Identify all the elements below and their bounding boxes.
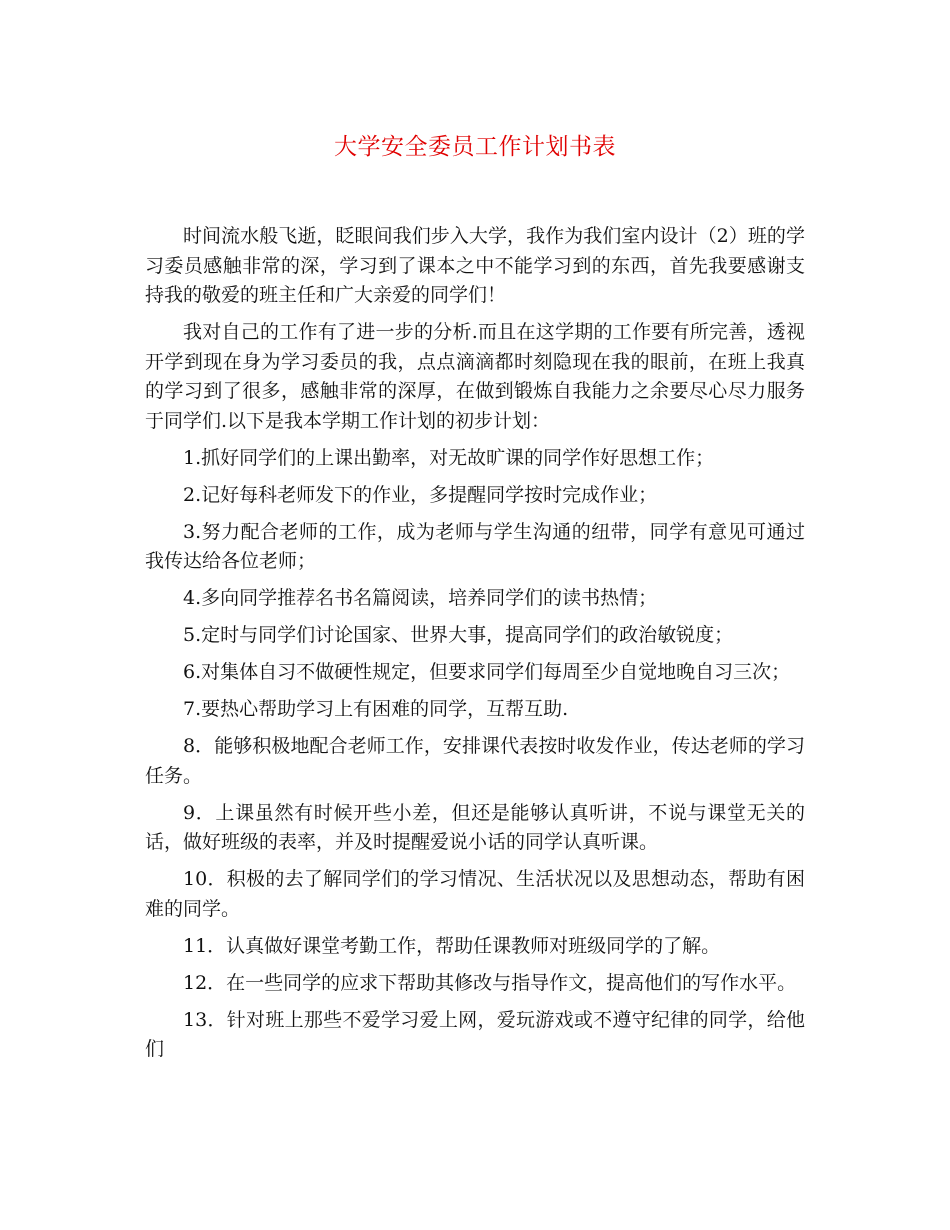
plan-item-5: 5.定时与同学们讨论国家、世界大事，提高同学们的政治敏锐度； — [183, 624, 734, 646]
plan-item-12: 12．在一些同学的应求下帮助其修改与指导作文，提高他们的写作水平。 — [183, 971, 797, 994]
plan-item-9: 9．上课虽然有时候开些小差，但还是能够认真听讲，不说与课堂无关的话，做好班级的表率，并及时提醒爱说小话的同学认真听课。 — [145, 801, 805, 853]
paragraph-analysis: 我对自己的工作有了进一步的分析.而且在这学期的工作要有所完善，透视开学到现在身为学习委员的我，点点滴滴都时刻隐现在我的眼前，在班上我真的学习到了很多，感触非常的深厚，在做到锻炼自我能力之余要尽心尽力服务于同学们.以下是我本学期工作计划的初步计划： — [145, 321, 805, 432]
plan-item-2: 2.记好每科老师发下的作业，多提醒同学按时完成作业； — [183, 483, 658, 506]
paragraph-intro: 时间流水般飞逝，眨眼间我们步入大学，我作为我们室内设计（2）班的学习委员感触非常的深，学习到了课本之中不能学习到的东西，首先我要感谢支持我的敬爱的班主任和广大亲爱的同学们！ — [145, 225, 805, 306]
plan-item-6: 6.对集体自习不做硬性规定，但要求同学们每周至少自觉地晚自习三次； — [183, 661, 791, 683]
plan-item-7: 7.要热心帮助学习上有困难的同学，互帮互助. — [183, 698, 569, 720]
plan-item-8: 8．能够积极地配合老师工作，安排课代表按时收发作业，传达老师的学习任务。 — [145, 735, 805, 787]
plan-item-1: 1.抓好同学们的上课出勤率，对无故旷课的同学作好思想工作； — [183, 446, 715, 469]
document-title: 大学安全委员工作计划书表 — [334, 134, 616, 160]
plan-item-4: 4.多向同学推荐名书名篇阅读，培养同学们的读书热情； — [183, 587, 658, 609]
document-body — [145, 222, 805, 1072]
plan-item-11: 11．认真做好课堂考勤工作，帮助任课教师对班级同学的了解。 — [183, 934, 721, 957]
plan-item-13: 13．针对班上那些不爱学习爱上网，爱玩游戏或不遵守纪律的同学，给他们 — [145, 1008, 805, 1060]
plan-item-3: 3.努力配合老师的工作，成为老师与学生沟通的纽带，同学有意见可通过我传达给各位老师； — [145, 520, 805, 572]
plan-item-10: 10．积极的去了解同学们的学习情况、生活状况以及思想动态，帮助有困难的同学。 — [145, 868, 805, 920]
